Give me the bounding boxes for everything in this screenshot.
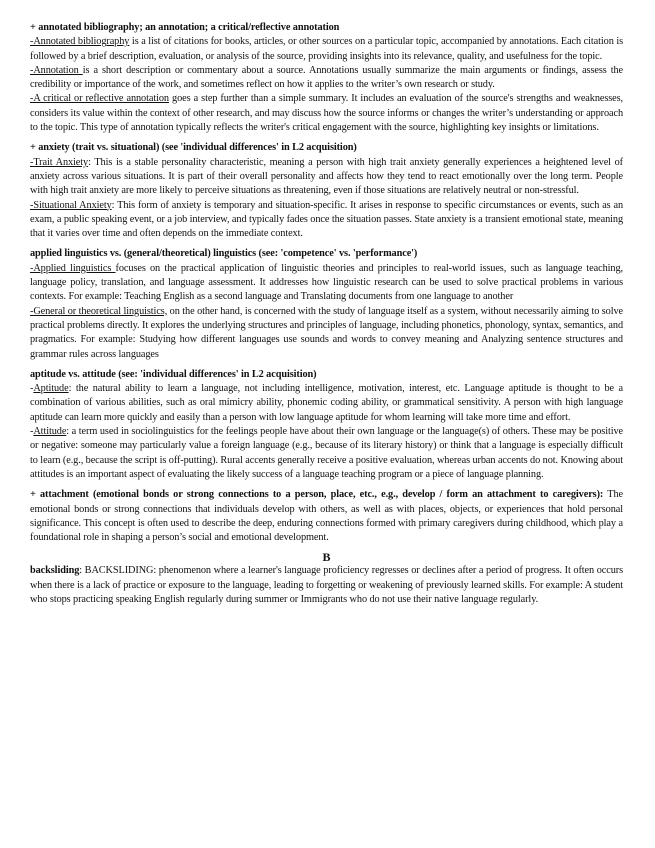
definition-paragraph: [30, 564, 623, 607]
definition-paragraph: [30, 156, 623, 199]
entry-heading: + attachment (emotional bonds or strong connections to a person, place, etc., e.g., develop / form an attachment to caregivers):: [30, 489, 604, 501]
definition-text: : the natural ability to learn a language, not including intelligence, motivation, interest, etc. Language aptitude is thought to be a combination of various abilities, such as oral mimicry ability, phonemic coding ability, or grammatical sensitivity. A person with high language aptitude can learn more quickly and easily than a person with low language aptitude for whom learning will take more time and effort.: [30, 383, 623, 423]
entry-aptitude: [30, 368, 623, 482]
entry-heading: aptitude vs. attitude (see: 'individual differences' in L2 acquisition): [30, 368, 317, 380]
definition-text: : This is a stable personality characteristic, meaning a person with high trait anxiety generally experiences a heightened level of anxiety across various situations. It is part of their overall personality and affects how they tend to react emotionally over the long term. People with high trait anxiety are more likely to perceive situations as threatening, even if those situations are relatively neutral or non-stressful.: [30, 156, 624, 197]
entry-attachment: [30, 488, 623, 545]
term-label: -Trait Anxiety: [30, 156, 89, 168]
term-label: -Annotation: [30, 64, 83, 76]
definition-text: focuses on the practical application of linguistic theories and principles to real-world issues, such as language teaching, language policy, translation, and language assessment. It addresses how linguistic research can be used to solve practical problems in various contexts. For example: Teaching English as a second language and Translating documents from one language to another: [30, 262, 623, 303]
definition-paragraph: [30, 92, 623, 135]
definition-text: : This form of anxiety is temporary and situation-specific. It arises in response to specific circumstances or events, such as an exam, a public speaking event, or a job interview, and typically fades once the situation passes. State anxiety is a transient emotional state, meaning that it varies over time and often depends on the immediate context.: [30, 199, 623, 240]
definition-paragraph: [30, 64, 623, 93]
definition-text: : a term used in sociolinguistics for the feelings people have about their own language or the language(s) of others. These may be positive or negative: someone may particularly value a foreign language (e.g., because of its literary history) or think that a language is especially difficult to learn (e.g., because the script is off-putting). Rural accents generally receive a positive evaluation, whereas urban accents do not. Knowing about attitudes is an important aspect of evaluating the likely success of a language teaching program or a piece of language planning.: [30, 426, 623, 480]
definition-paragraph: [30, 488, 623, 545]
definition-text: The emotional bonds or strong connections that individuals develop with others, as well as with places, objects, or experiences that hold personal significance. This concept is often used to describe the deep, enduring connections formed with primary caregivers during childhood, which play a foundational role in shaping a person’s social and emotional development.: [30, 489, 624, 544]
term-prefix: -: [30, 426, 34, 438]
definition-paragraph: [30, 35, 623, 64]
term-label: Attitude: [33, 426, 67, 438]
entry-heading: applied linguistics vs. (general/theoretical) linguistics (see: 'competence' vs. 'performance'): [30, 248, 418, 260]
definition-paragraph: [30, 425, 623, 482]
term-prefix: -: [30, 383, 34, 395]
definition-text: : BACKSLIDING: phenomenon where a learner's language proficiency regresses or declines after a period of progress. It often occurs when there is a lack of practice or exposure to the language, leading to forgetting or weakening of previously learned skills. For example: A student who stops practicing speaking English regularly during summer or Immigrants who do not use their native language regularly.: [30, 565, 623, 605]
term-label: Aptitude: [33, 383, 69, 395]
entry-heading: + anxiety (trait vs. situational) (see 'individual differences' in L2 acquisition): [30, 142, 357, 154]
entry-applied-linguistics: [30, 247, 623, 361]
term-label: -Applied linguistics: [30, 262, 116, 274]
entry-heading: + annotated bibliography; an annotation; a critical/reflective annotation: [30, 22, 340, 33]
definition-text: is a short description or commentary about a source. Annotations usually summarize the main arguments or findings, assess the credibility or importance of the work, and sometimes reflect on how it applies to the writer’s own research or study.: [30, 64, 623, 91]
definition-paragraph: [30, 305, 623, 362]
term-label: -A critical or reflective annotation: [30, 93, 169, 105]
section-letter: B: [322, 550, 331, 565]
term-label: backsliding: [30, 565, 80, 577]
definition-text: on the other hand, is concerned with the study of language itself as a system, without necessarily aiming to solve practical problems directly. It explores the underlying structures and principles of language, including phonetics, phonology, syntax, semantics, and pragmatics. For example: Studying how different languages use sounds and words to convey meaning and Analyzing sentence structures and grammar rules across languages: [30, 305, 623, 360]
entry-anxiety: [30, 141, 623, 241]
document-page: [30, 21, 623, 613]
term-label: -General or theoretical linguistics,: [30, 305, 168, 317]
term-label: -Annotated bibliography: [30, 36, 130, 48]
entry-backsliding: [30, 564, 623, 607]
definition-paragraph: [30, 199, 623, 242]
definition-paragraph: [30, 262, 623, 305]
definition-text: is a list of citations for books, articles, or other sources on a particular topic, accompanied by annotations. Each citation is followed by a brief description, evaluation, or analysis of the source, providing insights into its relevance, quality, and usefulness for the topic.: [30, 36, 624, 62]
definition-text: goes a step further than a simple summary. It includes an evaluation of the source's strengths and weaknesses, considers its value within the context of other research, and may discuss how the source informs or changes the writer’s understanding or approach to the topic. This type of annotation typically reflects the writer's critical engagement with the source, highlighting key insights or limitations.: [30, 93, 623, 134]
definition-paragraph: [30, 382, 623, 425]
term-label: -Situational Anxiety: [30, 199, 112, 211]
entry-annotation: [30, 21, 623, 135]
